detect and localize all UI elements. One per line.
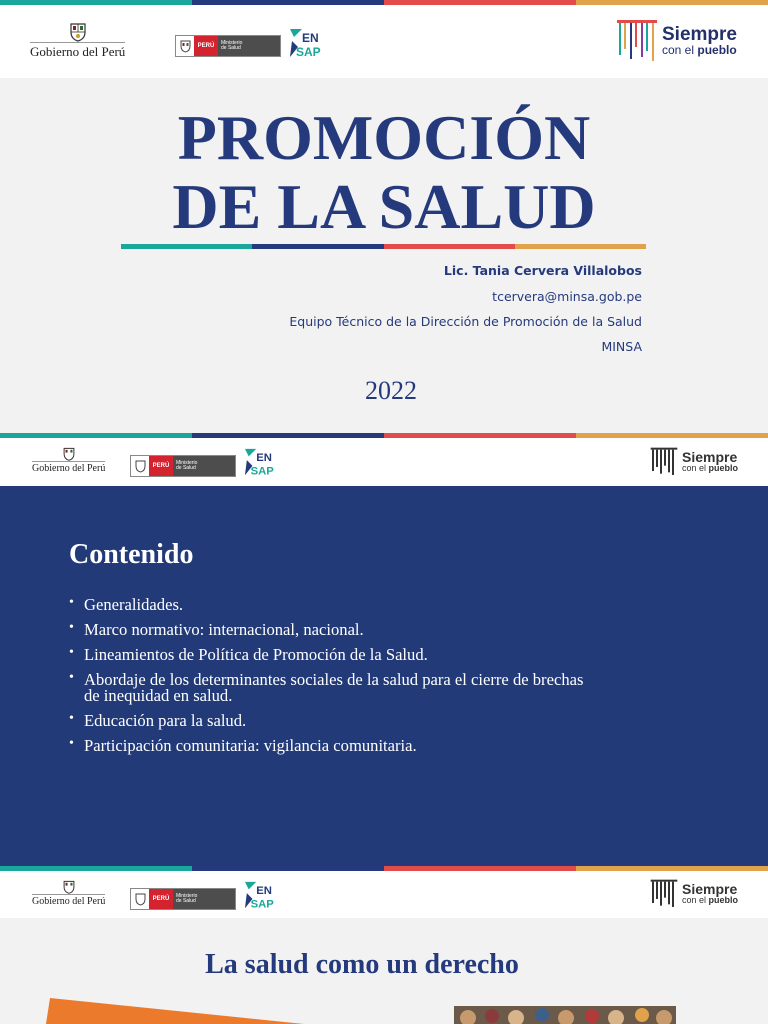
ministerio-label [173, 889, 235, 909]
ensap-logo-small [243, 447, 277, 479]
gobierno-text: Gobierno del Perú [32, 896, 106, 907]
ministerio-logo-small [130, 888, 236, 910]
siempre-line2: con el pueblo [682, 894, 739, 905]
team-name: Equipo Técnico de la Dirección de Promoción de la Salud [289, 314, 642, 329]
siempre-line1: Siempre [682, 448, 738, 465]
author-email: tcervera@minsa.gob.pe [492, 289, 642, 304]
bullet-icon: • [69, 645, 74, 660]
contenido-title: Contenido [69, 539, 194, 570]
gobierno-text: Gobierno del Perú [32, 463, 106, 474]
ministerio-label [173, 456, 235, 476]
ministerio-line1: Ministerio [176, 459, 198, 466]
peru-label: PERÚ [194, 36, 218, 56]
peru-label: PERÚ [149, 889, 173, 909]
bullet-icon: • [69, 595, 74, 610]
siempre-bars-icon [616, 18, 658, 62]
ministerio-logo [175, 35, 281, 57]
ensap-line1: EN [256, 885, 272, 898]
title-underline-stripe [121, 244, 646, 249]
orange-accent-shape [46, 996, 306, 1024]
coat-of-arms-icon [62, 880, 76, 894]
list-item: • Educación para la salud. [69, 711, 247, 730]
author-name: Lic. Tania Cervera Villalobos [443, 263, 642, 278]
ministerio-logo-small [130, 455, 236, 477]
siempre-line2: con el pueblo [662, 42, 737, 57]
ensap-line1: EN [256, 452, 272, 465]
peru-label: PERÚ [149, 456, 173, 476]
ministerio-label [218, 36, 280, 56]
coat-of-arms-icon [62, 447, 76, 461]
ensap-logo-small [243, 880, 277, 912]
coat-of-arms-icon [68, 22, 88, 42]
siempre-text [682, 450, 738, 473]
bullet-icon: • [69, 736, 74, 751]
siempre-logo-small [650, 445, 738, 477]
ensap-line2: SAP [250, 465, 274, 478]
siempre-bars-icon [650, 445, 678, 477]
slide1-title-line2: DE LA SALUD [172, 171, 596, 242]
ensap-logo [288, 27, 324, 61]
ministerio-line1: Ministerio [176, 892, 198, 899]
list-item: • Marco normativo: internacional, nacional. [69, 620, 364, 639]
siempre-line2: con el pueblo [682, 462, 739, 473]
ensap-line2: SAP [296, 45, 321, 59]
community-photo [454, 1006, 676, 1024]
contenido-list [69, 597, 699, 763]
siempre-text [682, 882, 738, 905]
ministerio-line2: de Salud [176, 898, 196, 904]
bullet-icon: • [69, 711, 74, 726]
gobierno-text: Gobierno del Perú [30, 44, 126, 59]
shield-icon [131, 456, 149, 476]
list-item: • Abordaje de los determinantes sociales de la salud para el cierre de brechas de inequidad en salud. [69, 670, 584, 705]
bullet-icon: • [69, 670, 74, 685]
list-item: • Participación comunitaria: vigilancia comunitaria. [69, 736, 417, 755]
siempre-logo [616, 18, 737, 62]
ministerio-line1: Ministerio [221, 39, 243, 46]
siempre-logo-small [650, 877, 738, 909]
shield-icon [176, 36, 194, 56]
siempre-line1: Siempre [682, 880, 738, 897]
slide3-title: La salud como un derecho [205, 949, 519, 980]
shield-icon [131, 889, 149, 909]
ensap-line1: EN [302, 31, 319, 45]
ensap-line2: SAP [250, 898, 274, 911]
gobierno-logo [30, 22, 125, 60]
bullet-icon: • [69, 620, 74, 635]
ministerio-line2: de Salud [176, 465, 196, 471]
slide1-title-line1: PROMOCIÓN [177, 102, 591, 173]
siempre-line1: Siempre [662, 23, 737, 45]
siempre-text [662, 25, 737, 56]
list-item: • Generalidades. [69, 595, 184, 614]
year: 2022 [365, 376, 417, 405]
gobierno-logo-small [32, 880, 105, 907]
list-item: • Lineamientos de Política de Promoción de la Salud. [69, 645, 428, 664]
ministerio-line2: de Salud [221, 45, 241, 51]
org-name: MINSA [601, 339, 642, 354]
gobierno-logo-small [32, 447, 105, 474]
siempre-bars-icon [650, 877, 678, 909]
